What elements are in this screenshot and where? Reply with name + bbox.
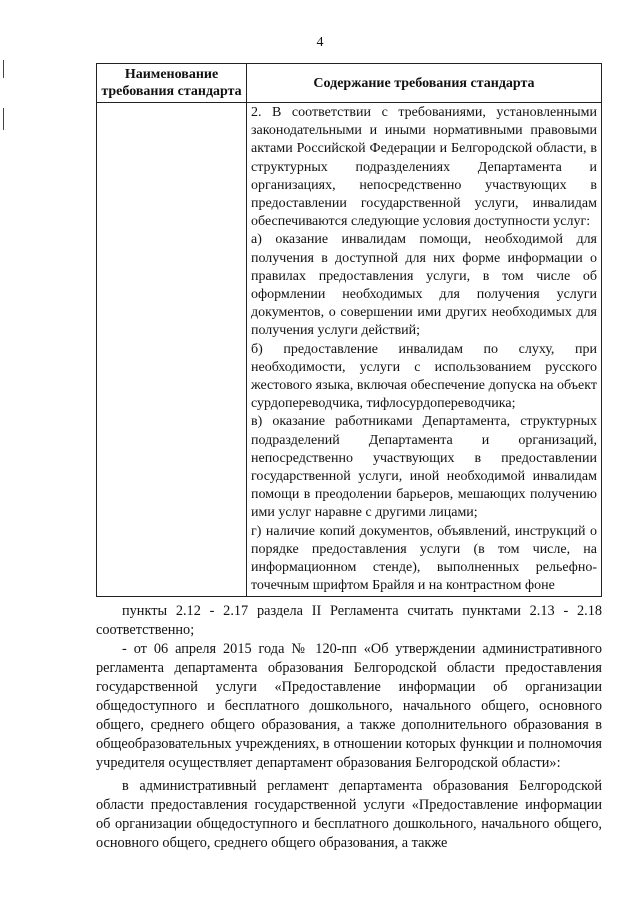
- requirement-content-cell: [247, 103, 602, 597]
- content-item-b: б) предоставление инвалидам по слуху, при необходимости, услуги с использованием русского жестового языка, включая обеспечение допуска на объект сурдопереводчика, тифлосурдопереводчика;: [251, 341, 597, 412]
- content-item-c: в) оказание работниками Департамента, структурных подразделений Департамента и организаций, непосредственно участвующих в предоставлении государственной услуги, иной необходимой инвалидам помощи в преодолении барьеров, мешающих получению ими услуг наравне с другими лицами;: [251, 414, 597, 521]
- table-row: [97, 103, 602, 597]
- content-paragraph: 2. В соответствии с требованиями, установленными законодательными и иными нормативными правовыми актами Российской Федерации и Белгородской области, в структурных подразделениях Департамента и организациях, непосредственно участвующих в предоставлении государственной услуги, инвалидам обеспечиваются следующие условия доступности услуг:: [251, 105, 597, 230]
- content-item-d: г) наличие копий документов, объявлений, инструкций о порядке предоставления услуги (в том числе, на информационном стенде), выполненных рельефно-точечным шрифтом Брайля и на контрастном фоне: [251, 523, 597, 594]
- margin-mark: [3, 60, 4, 78]
- header-requirement-content: Содержание требования стандарта: [247, 64, 602, 103]
- body-paragraph: в административный регламент департамента образования Белгородской области предоставления государственной услуги «Предоставление информации об организации общедоступного и бесплатного дошкольного, начального общего, основного общего, среднего общего образования, а также: [96, 778, 602, 851]
- margin-mark: [3, 108, 4, 130]
- header-requirement-name: Наименование требования стандарта: [97, 64, 247, 103]
- body-paragraph: пункты 2.12 - 2.17 раздела II Регламента считать пунктами 2.13 - 2.18 соответственно;: [96, 603, 602, 638]
- content-item-a: а) оказание инвалидам помощи, необходимой для получения в доступной для них форме информации о правилах предоставления услуги, в том числе об оформлении необходимых для получения услуги документов, о совершении ими других необходимых для получения услуги действий;: [251, 232, 597, 339]
- table-header-row: [97, 64, 602, 103]
- body-paragraph: - от 06 апреля 2015 года № 120-пп «Об утверждении административного регламента департамента образования Белгородской области предоставления государственной услуги «Предоставление информации об организации общедоступного и бесплатного дошкольного, начального общего, основного общего, среднего общего образования, а также дополнительного образования в общеобразовательных учреждениях, в отношении которых функции и полномочия учредителя осуществляет департамент образования Белгородской области»:: [96, 641, 602, 771]
- standard-requirements-table: [96, 63, 602, 597]
- requirement-name-cell: [97, 103, 247, 597]
- document-body: [96, 602, 602, 853]
- page-number: 4: [316, 35, 324, 50]
